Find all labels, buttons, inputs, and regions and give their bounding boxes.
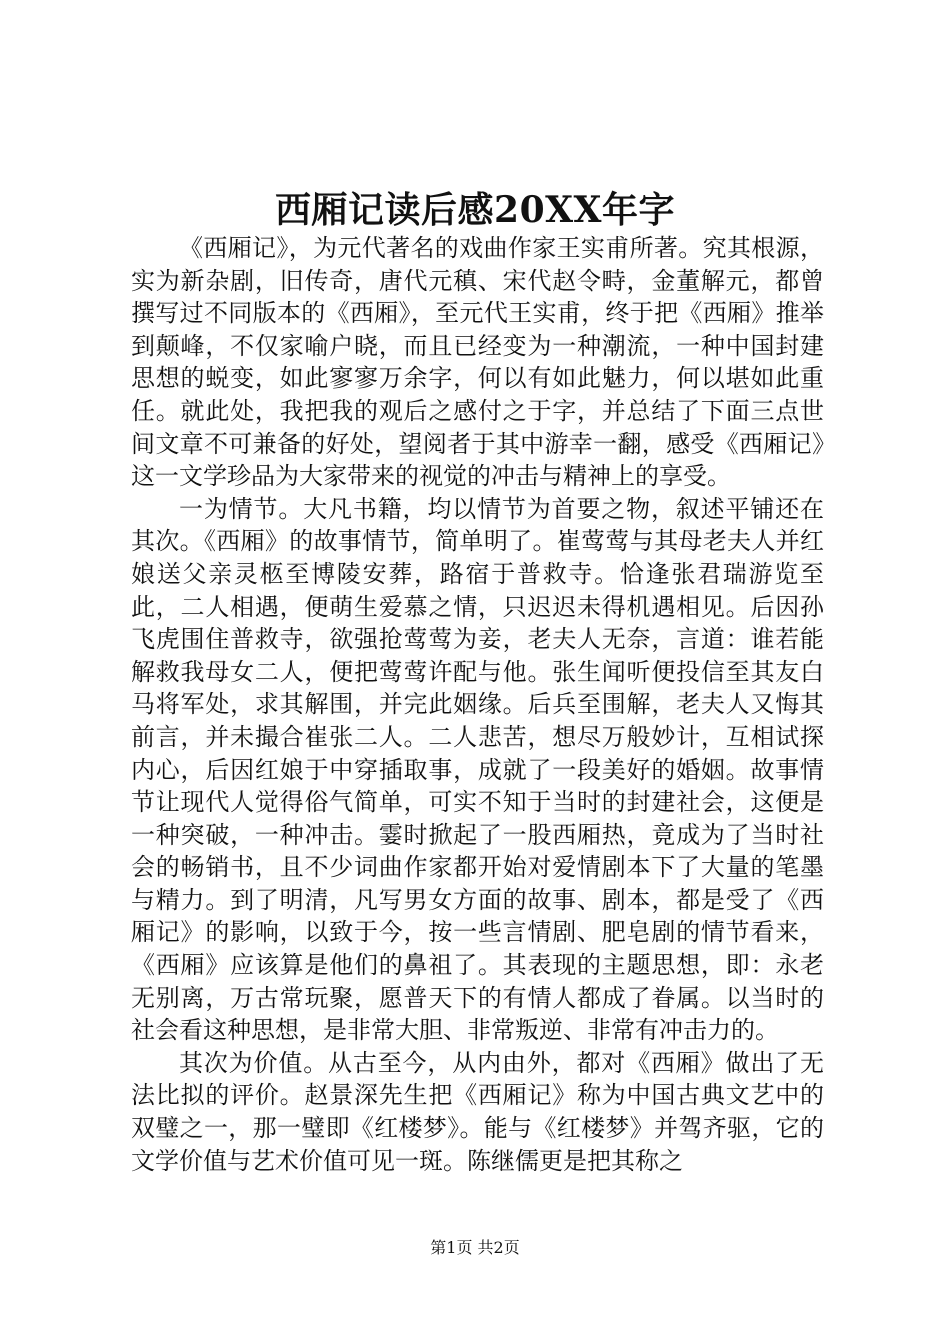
page-footer: 第1页 共2页 [430, 1238, 520, 1257]
paragraph-intro: 《西厢记》，为元代著名的戏曲作家王实甫所著。究其根源，实为新杂剧，旧传奇，唐代元稹、宋代赵令畤，金董解元，都曾撰写过不同版本的《西厢》，至元代王实甫，终于把《西厢》推举到颠峰，不仅家喻户晓，而且已经变为一种潮流，一种中国封建思想的蜕变，如此寥寥万余字，何以有如此魅力，何以堪如此重任。就此处，我把我的观后之感付之于字，并总结了下面三点世间文章不可兼备的好处，望阅者于其中游幸一翻，感受《西厢记》这一文学珍品为大家带来的视觉的冲击与精神上的享受。 [131, 234, 824, 491]
document-body [131, 232, 824, 1177]
paragraph-value: 其次为价值。从古至今，从内由外，都对《西厢》做出了无法比拟的评价。赵景深先生把《西厢记》称为中国古典文艺中的双璧之一，那一璧即《红楼梦》。能与《红楼梦》并驾齐驱，它的文学价值与艺术价值可见一斑。陈继儒更是把其称之 [131, 1048, 824, 1175]
paragraph-plot: 一为情节。大凡书籍，均以情节为首要之物，叙述平铺还在其次。《西厢》的故事情节，简单明了。崔莺莺与其母老夫人并红娘送父亲灵柩至博陵安葬，路宿于普救寺。恰逢张君瑞游览至此，二人相遇，便萌生爱慕之情，只迟迟未得机遇相见。后因孙飞虎围住普救寺，欲强抢莺莺为妾，老夫人无奈，言道：谁若能解救我母女二人，便把莺莺许配与他。张生闻听便投信至其友白马将军处，求其解围，并完此姻缘。后兵至围解，老夫人又悔其前言，并未撮合崔张二人。二人悲苦，想尽万般妙计，互相试探内心，后因红娘于中穿插取事，成就了一段美好的婚姻。故事情节让现代人觉得俗气简单，可实不知于当时的封建社会，这便是一种突破，一种冲击。霎时掀起了一股西厢热，竟成为了当时社会的畅销书，且不少词曲作家都开始对爱情剧本下了大量的笔墨与精力。到了明清，凡写男女方面的故事、剧本，都是受了《西厢记》的影响，以致于今，按一些言情剧、肥皂剧的情节看来，《西厢》应该算是他们的鼻祖了。其表现的主题思想，即：永老无别离，万古常玩聚，愿普天下的有情人都成了眷属。以当时的社会看这种思想，是非常大胆、非常叛逆、非常有冲击力的。 [131, 494, 824, 1045]
document-title: 西厢记读后感20XX年字 [275, 189, 675, 231]
